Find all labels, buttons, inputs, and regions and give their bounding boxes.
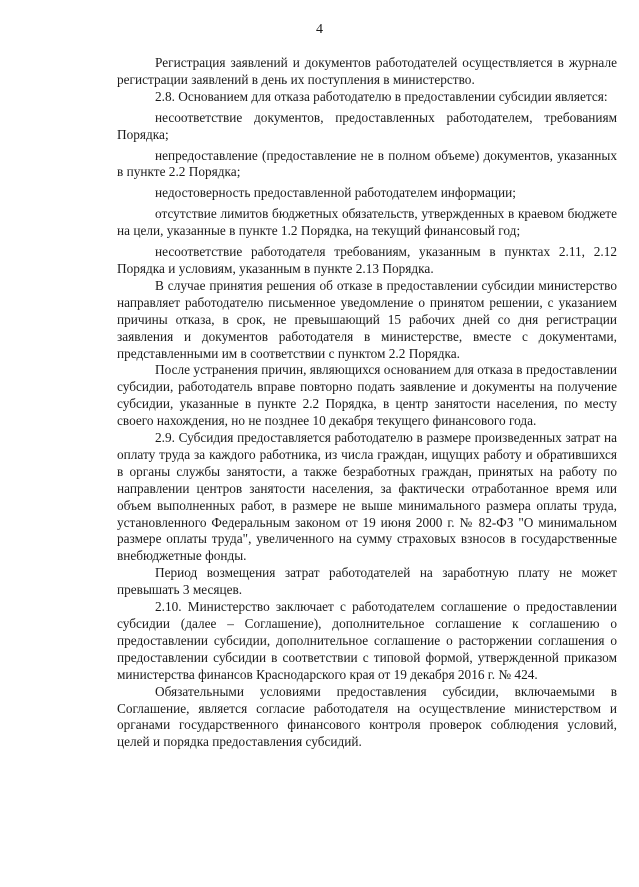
page-number: 4 xyxy=(316,22,323,37)
document-body xyxy=(117,55,617,751)
paragraph: Период возмещения затрат работодателей на заработную плату не может превышать 3 месяцев. xyxy=(117,565,617,598)
paragraph: 2.9. Субсидия предоставляется работодателю в размере произведенных затрат на оплату труда за каждого работника, из числа граждан, ищущих работу и обратившихся в органы службы занятости, а также безработных граждан, принятых на работу по направлении центров занятости населения, за фактически отработанное время или объем выполненных работ, в размере не выше минимального размера оплаты труда, установленного Федеральным законом от 19 июня 2000 г. № 82-ФЗ "О минимальном размере оплаты труда", увеличенного на сумму страховых взносов в государственные внебюджетные фонды. xyxy=(117,430,617,564)
paragraph: 2.10. Министерство заключает с работодателем соглашение о предоставлении субсидии (далее – Соглашение), дополнительное соглашение к соглашению о предоставлении субсидии, дополнительное соглашение о расторжении соглашения о предоставлении субсидии в соответствии с типовой формой, утвержденной приказом министерства финансов Краснодарского края от 19 декабря 2016 г. № 424. xyxy=(117,599,617,682)
paragraph: После устранения причин, являющихся основанием для отказа в предоставлении субсидии, работодатель вправе повторно подать заявление и документы на получение субсидии, указанные в пункте 2.2 Порядка, в центр занятости населения, по месту своего нахождения, но не позднее 10 декабря текущего финансового года. xyxy=(117,362,617,429)
paragraph: Обязательными условиями предоставления субсидии, включаемыми в Соглашение, является согласие работодателя на осуществление министерством и органами государственного финансового контроля проверок соблюдения условий, целей и порядка предоставления субсидий. xyxy=(117,683,617,750)
paragraph: несоответствие документов, предоставленных работодателем, требованиям Порядка; xyxy=(117,109,617,142)
paragraph: недостоверность предоставленной работодателем информации; xyxy=(155,185,516,201)
paragraph: непредоставление (предоставление не в полном объеме) документов, указанных в пункте 2.2 Порядка; xyxy=(117,147,617,180)
paragraph: Регистрация заявлений и документов работодателей осуществляется в журнале регистрации заявлений в день их поступления в министерство. xyxy=(117,55,617,87)
paragraph: В случае принятия решения об отказе в предоставлении субсидии министерство направляет работодателю письменное уведомление о принятом решении, с указанием причины отказа, в срок, не превышающий 15 рабочих дней со дня регистрации заявления и документов работодателя в министерстве, вместе с документами, представленными им в соответствии с пунктом 2.2 Порядка. xyxy=(117,277,617,361)
paragraph: отсутствие лимитов бюджетных обязательств, утвержденных в краевом бюджете на цели, указанные в пункте 1.2 Порядка, на текущий финансовый год; xyxy=(117,206,617,239)
paragraph: несоответствие работодателя требованиям, указанным в пунктах 2.11, 2.12 Порядка и условиям, указанным в пункте 2.13 Порядка. xyxy=(117,244,617,276)
paragraph: 2.8. Основанием для отказа работодателю в предоставлении субсидии является: xyxy=(155,88,608,104)
